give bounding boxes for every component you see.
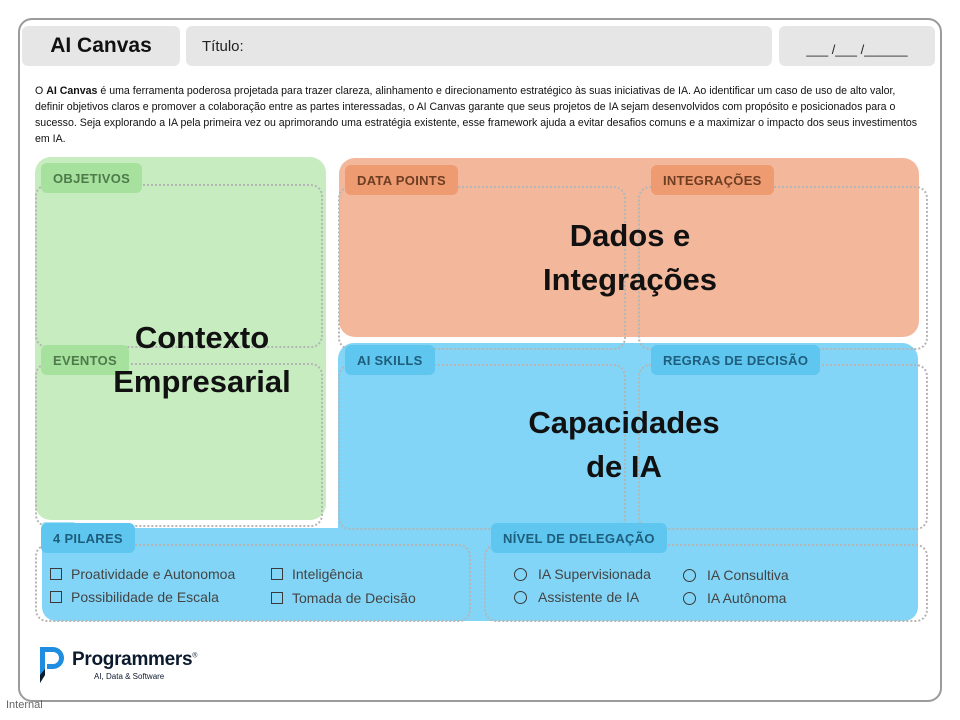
capacidades-label bbox=[474, 401, 774, 489]
contexto-line-2: Empresarial bbox=[113, 364, 291, 399]
pilares-area[interactable] bbox=[35, 544, 471, 622]
checkbox-icon[interactable] bbox=[50, 591, 62, 603]
radio-icon[interactable] bbox=[514, 568, 527, 581]
logo-tagline: AI, Data & Software bbox=[94, 672, 165, 681]
radio-icon[interactable] bbox=[514, 591, 527, 604]
delegacao-label: Assistente de IA bbox=[538, 589, 640, 605]
delegacao-tag: NÍVEL DE DELEGAÇÃO bbox=[491, 523, 667, 553]
ai-skills-tag: AI SKILLS bbox=[345, 345, 435, 375]
pilar-label: Inteligência bbox=[292, 566, 363, 582]
delegacao-option[interactable] bbox=[683, 567, 789, 583]
pilares-tag: 4 PILARES bbox=[41, 523, 135, 553]
contexto-line-1: Contexto bbox=[134, 320, 270, 355]
delegacao-label: IA Consultiva bbox=[707, 567, 789, 583]
logo-name-text: Programmers bbox=[72, 649, 193, 670]
intro-bold: AI Canvas bbox=[46, 85, 98, 97]
pilar-option[interactable] bbox=[271, 590, 416, 606]
delegacao-label: IA Autônoma bbox=[707, 590, 787, 606]
pilar-option[interactable] bbox=[50, 589, 219, 605]
logo-name bbox=[72, 649, 197, 671]
data-points-tag: DATA POINTS bbox=[345, 165, 458, 195]
capacidades-line-1: Capacidades bbox=[528, 405, 720, 440]
title-field[interactable] bbox=[186, 26, 772, 66]
registered-mark: ® bbox=[192, 652, 198, 660]
pilar-option[interactable] bbox=[271, 566, 363, 582]
delegacao-option[interactable] bbox=[514, 566, 651, 582]
capacidades-line-2: de IA bbox=[586, 449, 662, 484]
checkbox-icon[interactable] bbox=[271, 568, 283, 580]
contexto-label bbox=[72, 316, 332, 404]
checkbox-icon[interactable] bbox=[271, 592, 283, 604]
regras-tag: REGRAS DE DECISÃO bbox=[651, 345, 820, 375]
classification-label: Internal bbox=[6, 699, 43, 711]
programmers-logo-icon bbox=[36, 645, 66, 685]
app-title: AI Canvas bbox=[22, 26, 180, 66]
eventos-tag: EVENTOS bbox=[41, 345, 129, 375]
delegacao-area[interactable] bbox=[484, 544, 928, 622]
pilar-label: Proatividade e Autonomoa bbox=[71, 566, 236, 582]
radio-icon[interactable] bbox=[683, 592, 696, 605]
integracoes-tag: INTEGRAÇÕES bbox=[651, 165, 774, 195]
intro-body: é uma ferramenta poderosa projetada para trazer clareza, alinhamento e direcionamento estratégico às suas iniciativas de IA. Ao identificar um caso de uso de alto valor, definir objetivos claros e promover a colaboração entre as partes interessadas, o AI Canvas garante que seus projetos de IA sejam desenvolvidos com propósito e posicionados para o sucesso. Seja explorando a IA pela primeira vez ou aprimorando uma estratégia existente, esse framework ajuda a evitar desafios comuns e a maximizar o impacto dos seus investimentos em IA. bbox=[35, 85, 918, 145]
delegacao-option[interactable] bbox=[683, 590, 786, 606]
intro-text bbox=[35, 83, 925, 147]
objetivos-tag: OBJETIVOS bbox=[41, 163, 142, 193]
pilar-option[interactable] bbox=[50, 566, 235, 582]
dados-label bbox=[480, 214, 780, 302]
dados-line-2: Integrações bbox=[542, 262, 717, 297]
checkbox-icon[interactable] bbox=[50, 568, 62, 580]
intro-prefix: O bbox=[35, 85, 47, 97]
pilar-label: Possibilidade de Escala bbox=[71, 589, 219, 605]
radio-icon[interactable] bbox=[683, 569, 696, 582]
date-field[interactable]: ___ /___ /______ bbox=[779, 26, 935, 66]
pilar-label: Tomada de Decisão bbox=[292, 590, 416, 606]
title-field-label: Título: bbox=[202, 37, 244, 55]
programmers-logo bbox=[36, 645, 197, 685]
dados-line-1: Dados e bbox=[569, 218, 691, 253]
delegacao-option[interactable] bbox=[514, 589, 639, 605]
delegacao-label: IA Supervisionada bbox=[538, 566, 651, 582]
